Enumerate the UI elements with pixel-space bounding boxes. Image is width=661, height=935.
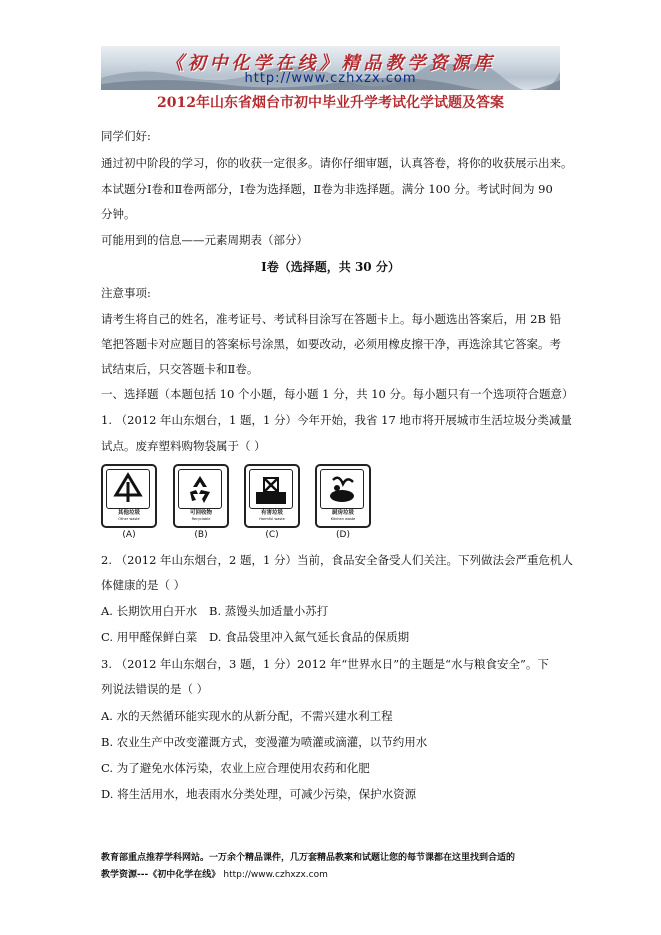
question-3-option-d: D. 将生活用水，地表雨水分类处理，可减少污染，保护水资源 [101, 787, 417, 801]
kitchen-waste-icon [321, 470, 363, 508]
intro-paragraph-2a: 本试题分Ⅰ卷和Ⅱ卷两部分，Ⅰ卷为选择题，Ⅱ卷为非选择题。满分 100 分。考试时间为 90 [101, 182, 553, 196]
question-3-option-c: C. 为了避免水体污染，农业上应合理使用农药和化肥 [101, 761, 370, 775]
bin-subcaption: Other waste [118, 517, 140, 521]
intro-paragraph-1: 通过初中阶段的学习，你的收获一定很多。请你仔细审题，认真答卷，将你的收获展示出来。 [101, 156, 573, 170]
question-2-line-2: 体健康的是（ ） [101, 578, 186, 592]
question-3-option-b: B. 农业生产中改变灌溉方式，变漫灌为喷灌或滴灌，以节约用水 [101, 735, 428, 749]
question-2-line-1: 2. （2012 年山东烟台，2 题，1 分）当前，食品安全备受人们关注。下列做法会严重危机人 [101, 553, 573, 567]
bin-kitchen-waste [315, 464, 371, 528]
section-title: Ⅰ卷（选择题，共 30 分） [261, 260, 400, 274]
harmful-waste-icon [250, 470, 292, 508]
footer-line-2 [101, 869, 328, 882]
document-title: 2012年山东省烟台市初中毕业升学考试化学试题及答案 [157, 95, 504, 111]
bin-caption: 可回收物 [189, 510, 212, 516]
part-one-heading: 一、选择题（本题包括 10 个小题，每小题 1 分，共 10 分。每小题只有一个选项符合题意） [101, 387, 574, 401]
question-3-line-1: 3. （2012 年山东烟台，3 题，1 分）2012 年“世界水日”的主题是“水与粮食安全”。下 [101, 657, 549, 671]
footer-site-name: 教学资源---《初中化学在线》 [101, 870, 221, 880]
footer-url-link[interactable]: http://www.czhxzx.com [223, 870, 328, 880]
question-3-line-2: 列说法错误的是（ ） [101, 682, 209, 696]
bin-caption: 厨房垃圾 [331, 510, 354, 516]
question-1-line-2: 试点。废弃塑料购物袋属于（ ） [101, 439, 266, 453]
bin-subcaption: Recyclable [191, 517, 211, 521]
banner-url[interactable]: http://www.czhxzx.com [244, 71, 417, 86]
bin-caption: 有害垃圾 [260, 510, 283, 516]
bin-subcaption: Harmful waste [259, 517, 285, 521]
bin-other-waste [101, 464, 157, 528]
bin-subcaption: Kitchen waste [330, 517, 356, 521]
bin-caption: 其他垃圾 [117, 510, 140, 516]
option-label-b: (B) [194, 530, 208, 540]
recycle-icon [179, 470, 221, 508]
bin-recyclable [173, 464, 229, 528]
bin-harmful-waste [244, 464, 300, 528]
question-2-option-b: B. 蒸馒头加适量小苏打 [209, 604, 329, 618]
option-label-d: (D) [336, 530, 350, 540]
question-3-option-a: A. 水的天然循环能实现水的从新分配，不需兴建水利工程 [101, 709, 393, 723]
waste-bin-options [101, 464, 381, 544]
question-2-option-c: C. 用甲醛保鲜白菜 [101, 630, 198, 644]
greeting: 同学们好: [101, 129, 151, 143]
footer-line-1: 教育部重点推荐学科网站。一万余个精品课件，几万套精品教案和试题让您的每节课都在这里找到合适的 [101, 853, 516, 863]
notice-line-2: 笔把答题卡对应题目的答案标号涂黑，如要改动，必须用橡皮擦干净，再选涂其它答案。考 [101, 337, 561, 351]
other-waste-icon [107, 470, 149, 508]
option-label-a: (A) [122, 530, 136, 540]
notice-line-1: 请考生将自己的姓名，准考证号、考试科目涂写在答题卡上。每小题选出答案后，用 2B 铅 [101, 312, 562, 326]
question-1-line-1: 1. （2012 年山东烟台，1 题，1 分）今年开始，我省 17 地市将开展城市生活垃圾分类减量 [101, 413, 572, 427]
question-2-option-d: D. 食品袋里冲入氮气延长食品的保质期 [209, 630, 410, 644]
option-label-c: (C) [265, 530, 279, 540]
intro-paragraph-3: 可能用到的信息——元素周期表（部分） [101, 233, 308, 247]
banner-title: 《初中化学在线》精品教学资源库 [165, 53, 496, 74]
question-2-option-a: A. 长期饮用白开水 [101, 604, 198, 618]
intro-paragraph-2b: 分钟。 [101, 207, 136, 221]
notice-line-3: 试结束后，只交答题卡和Ⅱ卷。 [101, 362, 259, 376]
header-banner [101, 46, 560, 90]
notice-label: 注意事项: [101, 286, 151, 300]
